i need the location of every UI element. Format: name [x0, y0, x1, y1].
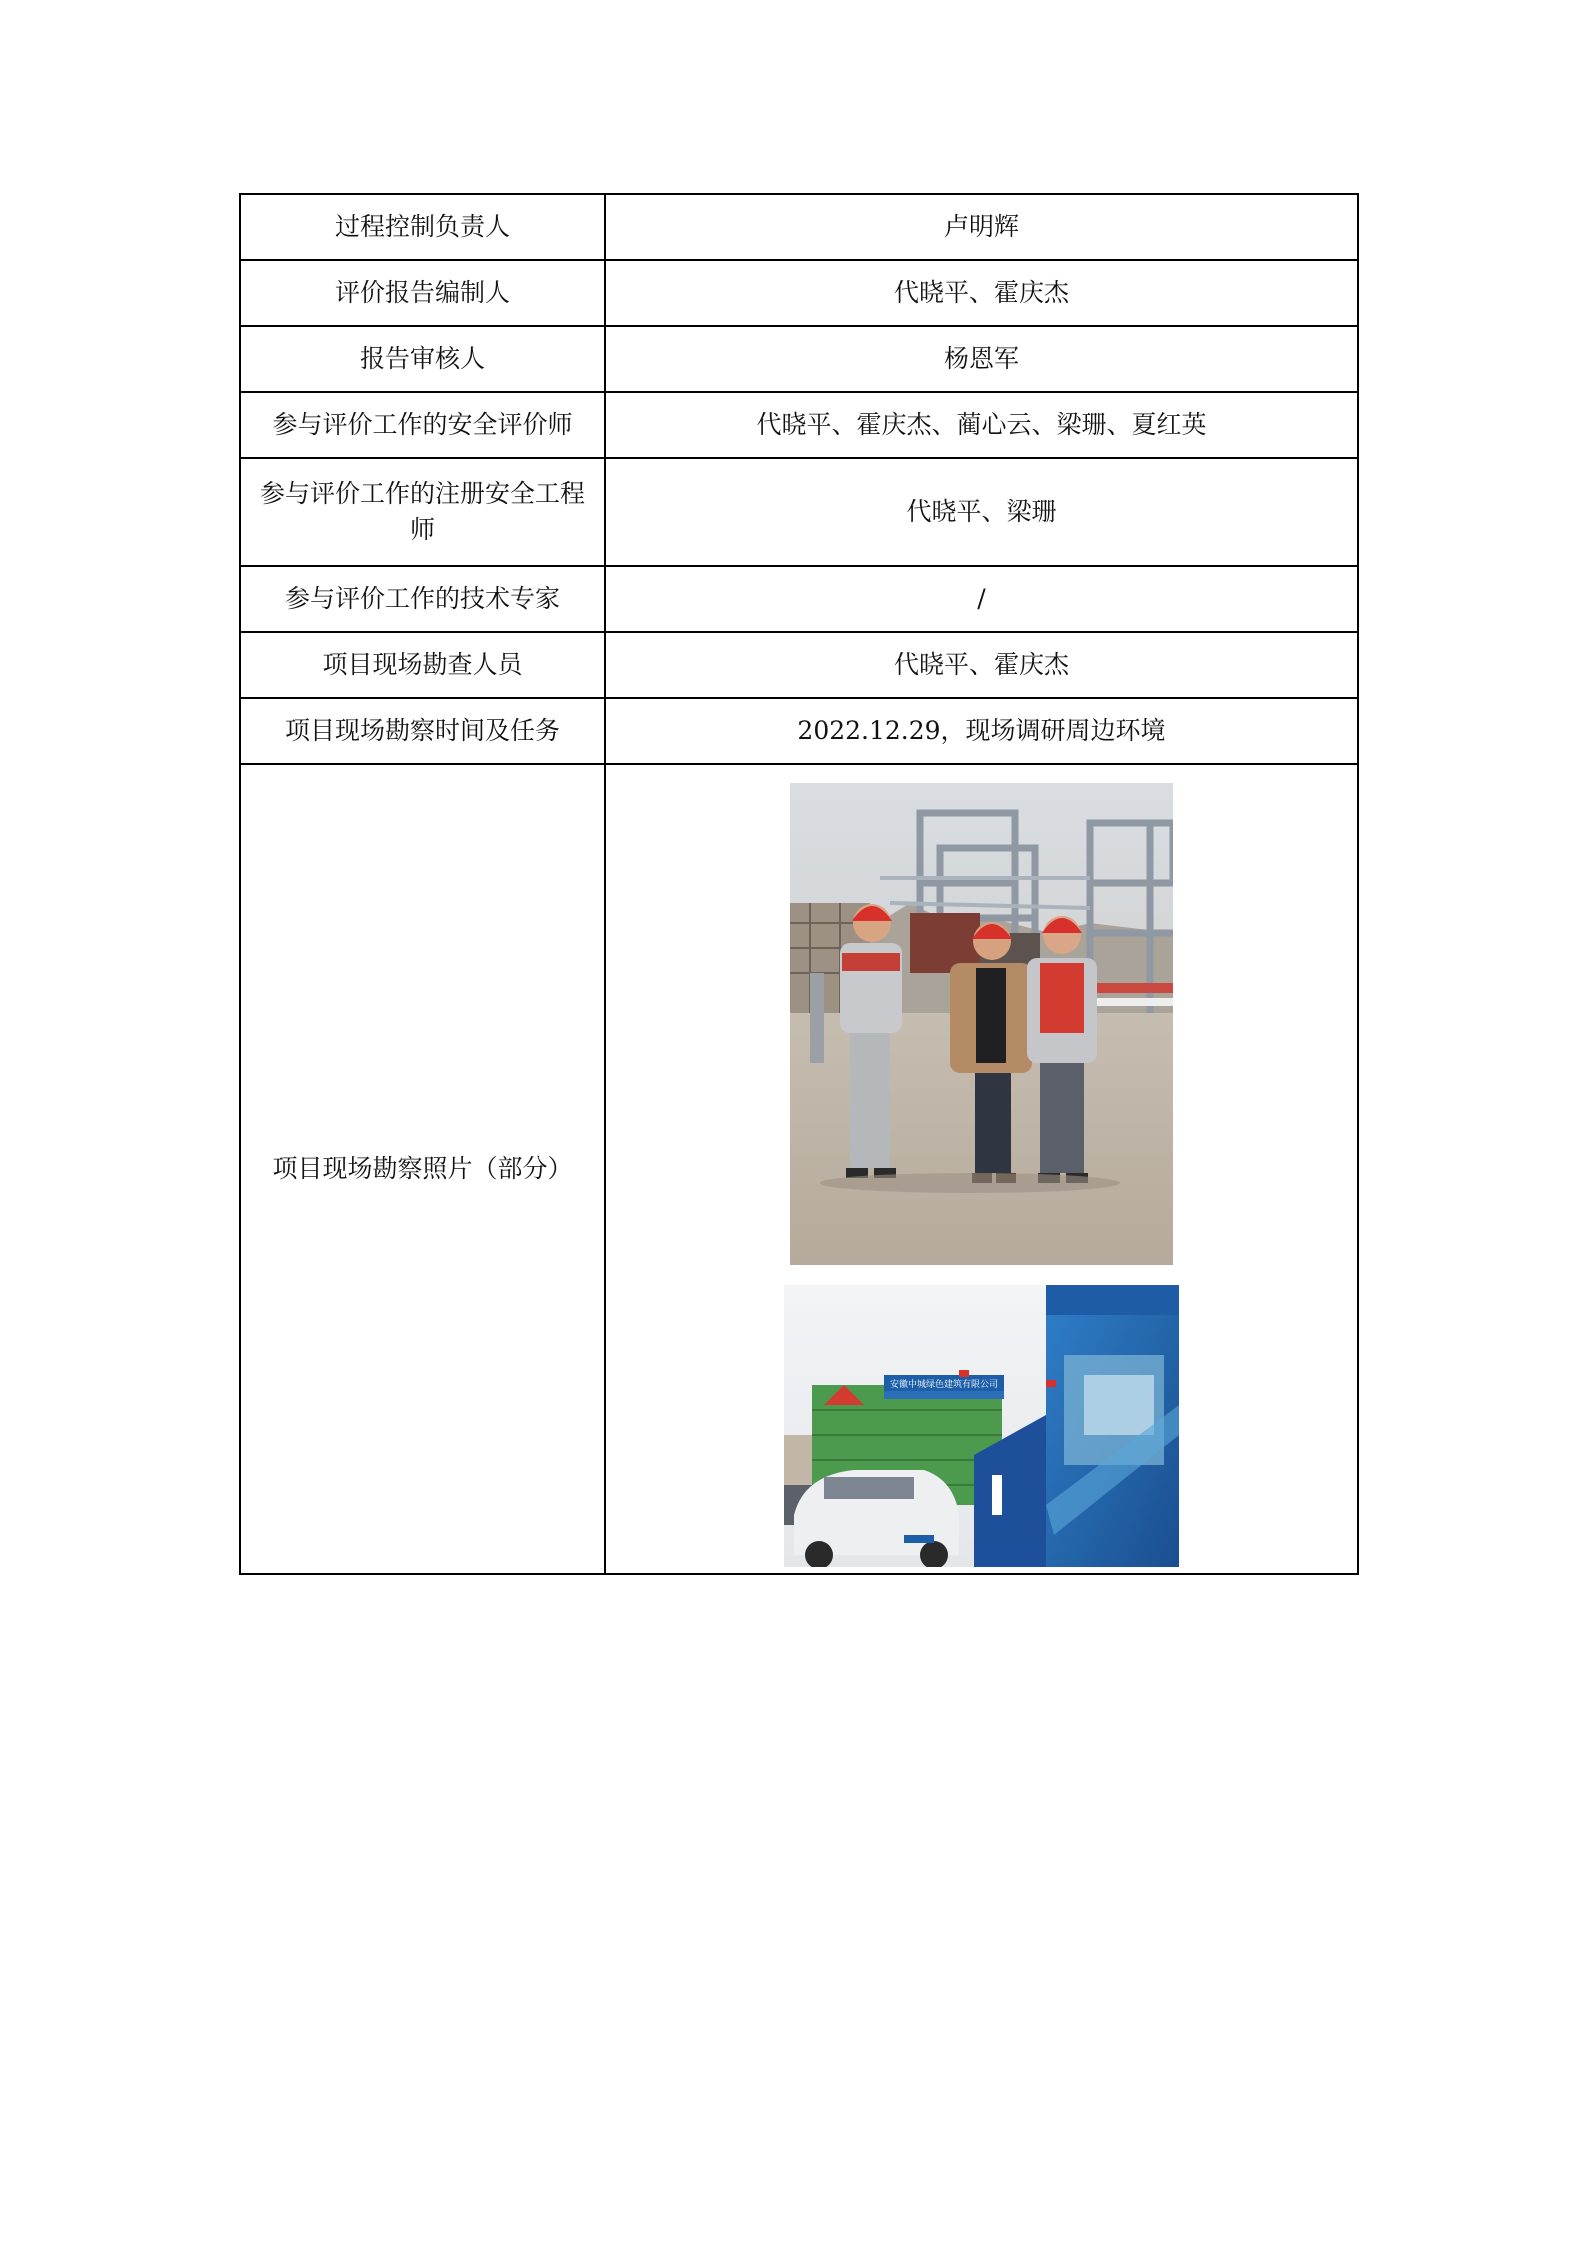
- table-row: [240, 698, 1358, 764]
- table-row: [240, 194, 1358, 260]
- photo-stack: [606, 765, 1357, 1573]
- label-cell: 参与评价工作的技术专家: [240, 566, 605, 632]
- value-cell: 代晓平、霍庆杰: [605, 260, 1358, 326]
- label-cell: 项目现场勘查人员: [240, 632, 605, 698]
- table-row: [240, 566, 1358, 632]
- value-cell: 杨恩军: [605, 326, 1358, 392]
- label-cell: 项目现场勘察时间及任务: [240, 698, 605, 764]
- label-cell: 参与评价工作的安全评价师: [240, 392, 605, 458]
- table-row: [240, 632, 1358, 698]
- site-surroundings-photo: [784, 1285, 1179, 1567]
- label-cell: 参与评价工作的注册安全工程师: [240, 458, 605, 566]
- value-cell: /: [605, 566, 1358, 632]
- value-cell: 卢明辉: [605, 194, 1358, 260]
- photo-label-cell: 项目现场勘察照片（部分）: [240, 764, 605, 1574]
- value-cell: 代晓平、霍庆杰: [605, 632, 1358, 698]
- site-inspectors-photo: [790, 783, 1173, 1265]
- photo-sign-text: 安徽中城绿色建筑有限公司: [889, 1380, 999, 1390]
- table-row: [240, 260, 1358, 326]
- table-row: [240, 458, 1358, 566]
- value-cell: 2022.12.29，现场调研周边环境: [605, 698, 1358, 764]
- value-cell: 代晓平、梁珊: [605, 458, 1358, 566]
- label-cell: 报告审核人: [240, 326, 605, 392]
- table-row: [240, 326, 1358, 392]
- photo-cell: [605, 764, 1358, 1574]
- label-cell: 过程控制负责人: [240, 194, 605, 260]
- table-row: [240, 392, 1358, 458]
- value-cell: 代晓平、霍庆杰、蔺心云、梁珊、夏红英: [605, 392, 1358, 458]
- info-table: [239, 193, 1359, 1575]
- label-cell: 评价报告编制人: [240, 260, 605, 326]
- table-row-photos: [240, 764, 1358, 1574]
